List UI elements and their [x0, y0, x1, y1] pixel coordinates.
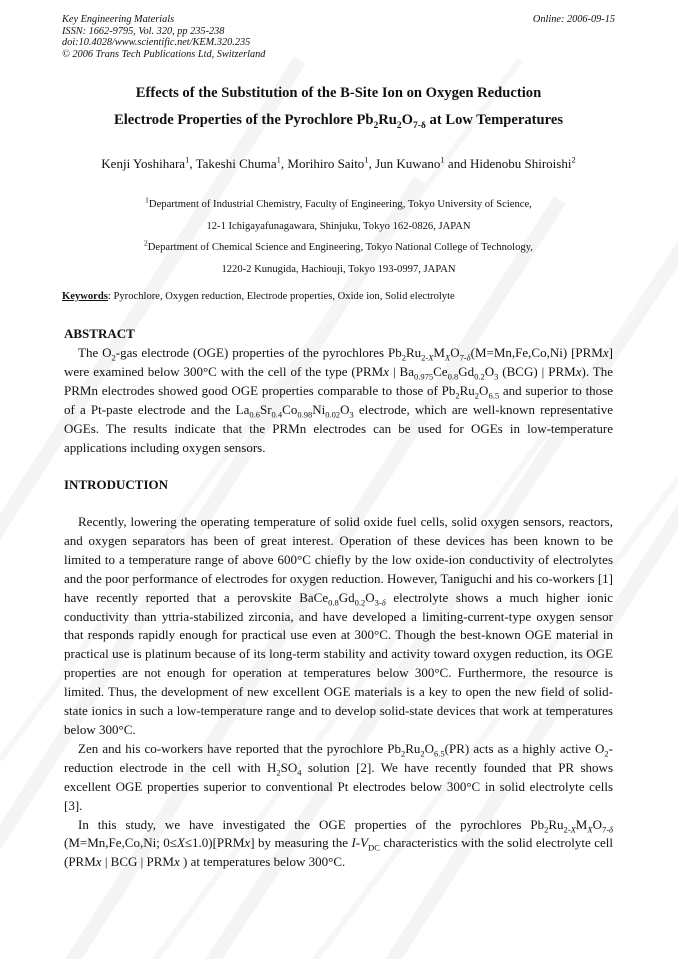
introduction-body [64, 513, 613, 872]
author-affiliation-mark: 1 [364, 154, 369, 165]
paper-title [62, 80, 615, 134]
author-name: Morihiro Saito [287, 156, 365, 171]
intro-paragraph-2: Zen and his co-workers have reported that the pyrochlore $Pb_2Ru_2O_{6.5}(PR)$ acts as a highly active $O_2$-reduction electrode in the cell with $H_2SO_4$ solution [2]. We have recently founded that PR shows excellent OGE properties superior to conventional Pt electrodes below 300°C in solid electrolyte cells [3]. [64, 740, 613, 813]
affiliation-2-line-1: $^2$Department of Chemical Science and Engineering, Tokyo National College of Technology, [144, 238, 533, 253]
journal-header [62, 14, 265, 60]
author-name: Hidenobu Shiroishi [469, 156, 572, 171]
author-affiliation-mark: 1 [440, 154, 445, 165]
keywords-line [62, 290, 615, 304]
author-name: Takeshi Chuma [195, 156, 277, 171]
journal-name: Key Engineering Materials [62, 14, 175, 25]
author-affiliation-mark: 1 [276, 154, 281, 165]
issn-line: ISSN: 1662-9795, Vol. 320, pp 235-238 [62, 25, 225, 37]
online-date: Online: 2006-09-15 [532, 14, 615, 25]
author-name: Kenji Yoshihara [101, 156, 186, 171]
intro-paragraph-1: Recently, lowering the operating temperature of solid oxide fuel cells, solid oxygen sensors, reactors, and oxygen separators has been of great interest. Operation of these devices has been known to be limited to a temperature range of above 600°C chiefly by the low oxide-ion conductivity of electrolytes and the poor performance of electrodes for oxygen reduction. However, Taniguchi and his co-workers [1] have recently reported that a perovskite $BaCe_{0.8}Gd_{0.2}O_{3-\delta}$ electrolyte shows a much higher ionic conductivity than yttria-stabilized zirconia, and have developed a limiting-current-type oxygen sensor that responds rapidly enough for practical use even at 300°C. Though the best-known OGE material in practical use is platinum because of its long-term stability and activity toward oxygen reduction, its OGE properties are not enough for operation at temperatures below 300°C. Furthermore, the resource is limited. Thus, the development of new excellent OGE materials is a key to open the new field of solid-state ionics in such a low-temperature range and to develop solid-state devices that work at temperatures below 300°C. [64, 514, 613, 737]
abstract-heading: ABSTRACT [64, 326, 135, 341]
abstract-body [64, 344, 613, 457]
keywords-label: Keywords [62, 291, 108, 302]
title-line-1: Effects of the Substitution of the B-Site Ion on Oxygen Reduction [135, 85, 542, 101]
title-line-2: Electrode Properties of the Pyrochlore $Pb_2Ru_2O_{7-\delta}$ at Low Temperatures [113, 112, 564, 131]
intro-paragraph-3: In this study, we have investigated the OGE properties of the pyrochlores $Pb_2Ru_{2-X}M_XO_{7-\delta}$ (M=Mn,Fe,Co,Ni; 0≤X≤1.0)[PRMx] by measuring the $I-V_{DC}$ characteristics with the solid electrolyte cell (PRMx | BCG | PRMx ) at temperatures below 300°C. [64, 816, 613, 870]
affiliations [62, 194, 615, 280]
affiliation-1-line-2: 12-1 Ichigayafunagawara, Shinjuku, Tokyo 162-0826, JAPAN [206, 220, 471, 232]
affiliation-1-line-1: $^1$Department of Industrial Chemistry, Faculty of Engineering, Tokyo University of Science, [145, 195, 532, 210]
copyright-line: © 2006 Trans Tech Publications Ltd, Switzerland [62, 48, 266, 60]
keywords-text: : Pyrochlore, Oxygen reduction, Electrode properties, Oxide ion, Solid electrolyte [107, 291, 455, 302]
introduction-heading: INTRODUCTION [64, 477, 169, 492]
author-list: Kenji Yoshihara$^1$, Takeshi Chuma$^1$, Morihiro Saito$^1$, Jun Kuwano$^1$ and Hidenobu Shiroishi$^2$ [101, 154, 576, 171]
doi-line: doi:10.4028/www.scientific.net/KEM.320.235 [62, 37, 251, 49]
abstract-paragraph: The $O_2$-gas electrode (OGE) properties of the pyrochlores $Pb_2Ru_{2-X}M_XO_{7-\delta}(M=Mn,Fe,Co,Ni)$ [PRMx] were examined below 300°C with the cell of the type (PRMx | $Ba_{0.975}Ce_{0.8}Gd_{0.2}O_3$ (BCG) | PRMx). The PRMn electrodes showed good OGE properties comparable to those of $Pb_2Ru_2O_{6.5}$ and superior to those of a Pt-paste electrode and the $La_{0.6}Sr_{0.4}Co_{0.98}Ni_{0.02}O_3$ electrode, which are well-known representative OGEs. The results indicate that the PRMn electrodes can be used for OGEs in low-temperature applications including oxygen sensors. [64, 345, 614, 455]
author-affiliation-mark: 1 [185, 154, 190, 165]
author-affiliation-mark: 2 [571, 154, 576, 165]
author-name: Jun Kuwano [375, 156, 441, 171]
affiliation-2-line-2: 1220-2 Kunugida, Hachiouji, Tokyo 193-0997, JAPAN [221, 263, 456, 275]
